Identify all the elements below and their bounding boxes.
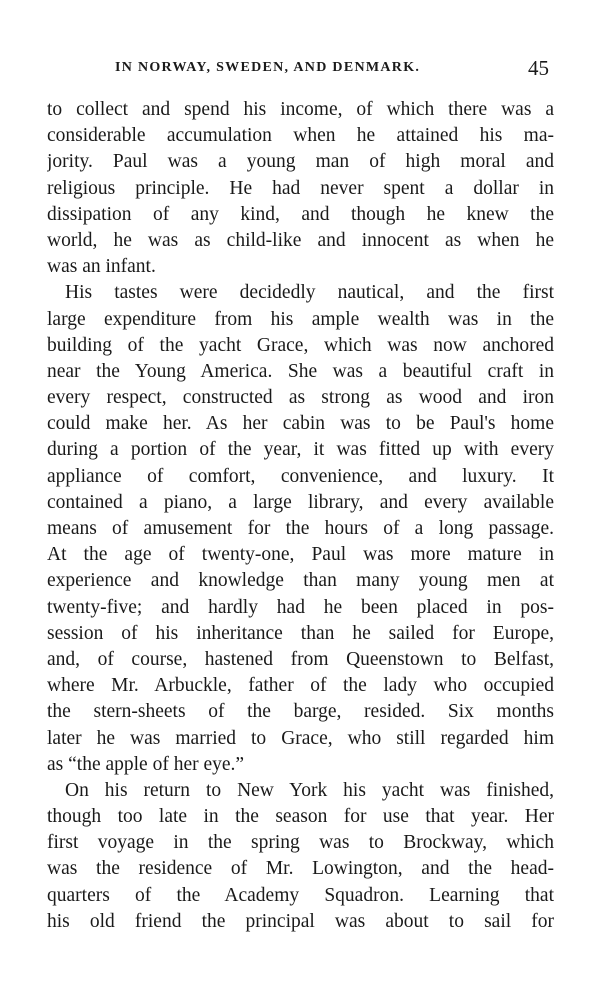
text-line: jority. Paul was a young man of high moral and (47, 151, 554, 173)
text-line: near the Young America. She was a beautiful craft in (47, 360, 554, 382)
text-line: dissipation of any kind, and though he knew the (47, 203, 554, 225)
text-line: could make her. As her cabin was to be Paul's home (47, 413, 554, 435)
text-line: later he was married to Grace, who still regarded him (47, 727, 554, 749)
text-line: first voyage in the spring was to Brockway, which (47, 832, 554, 854)
text-line: though too late in the season for use that year. Her (47, 806, 554, 828)
text-line: large expenditure from his ample wealth was in the (47, 308, 554, 330)
text-line: as “the apple of her eye.” (47, 753, 245, 775)
text-line: quarters of the Academy Squadron. Learning that (47, 884, 554, 906)
text-line: building of the yacht Grace, which was now anchored (47, 334, 554, 356)
text-line: session of his inheritance than he sailed for Europe, (47, 622, 554, 644)
text-line: At the age of twenty-one, Paul was more mature in (47, 544, 554, 566)
text-line: was the residence of Mr. Lowington, and the head- (47, 858, 554, 880)
text-line: appliance of comfort, convenience, and luxury. It (47, 465, 554, 487)
text-line: and, of course, hastened from Queenstown to Belfast, (47, 648, 554, 670)
text-line: every respect, constructed as strong as wood and iron (47, 387, 554, 409)
text-line: contained a piano, a large library, and every available (47, 491, 554, 513)
text-line: world, he was as child-like and innocent as when he (47, 229, 554, 251)
text-line: religious principle. He had never spent a dollar in (47, 177, 554, 199)
text-line: was an infant. (47, 256, 156, 278)
body-text (47, 97, 554, 935)
text-line: His tastes were decidedly nautical, and the first (65, 282, 554, 304)
text-line: twenty-five; and hardly had he been placed in pos- (47, 596, 554, 618)
text-line: during a portion of the year, it was fitted up with every (47, 439, 554, 461)
text-line: where Mr. Arbuckle, father of the lady who occupied (47, 675, 554, 697)
text-line: considerable accumulation when he attained his ma- (47, 125, 554, 147)
text-line: his old friend the principal was about to sail for (47, 910, 554, 932)
text-line: the stern-sheets of the barge, resided. Six months (47, 701, 554, 723)
running-head: IN NORWAY, SWEDEN, AND DENMARK. (115, 60, 421, 75)
text-line: to collect and spend his income, of which there was a (47, 99, 554, 120)
text-line: On his return to New York his yacht was finished, (65, 779, 554, 801)
page-number: 45 (528, 56, 549, 80)
text-line: experience and knowledge than many young men at (47, 570, 554, 592)
text-line: means of amusement for the hours of a long passage. (47, 518, 554, 539)
